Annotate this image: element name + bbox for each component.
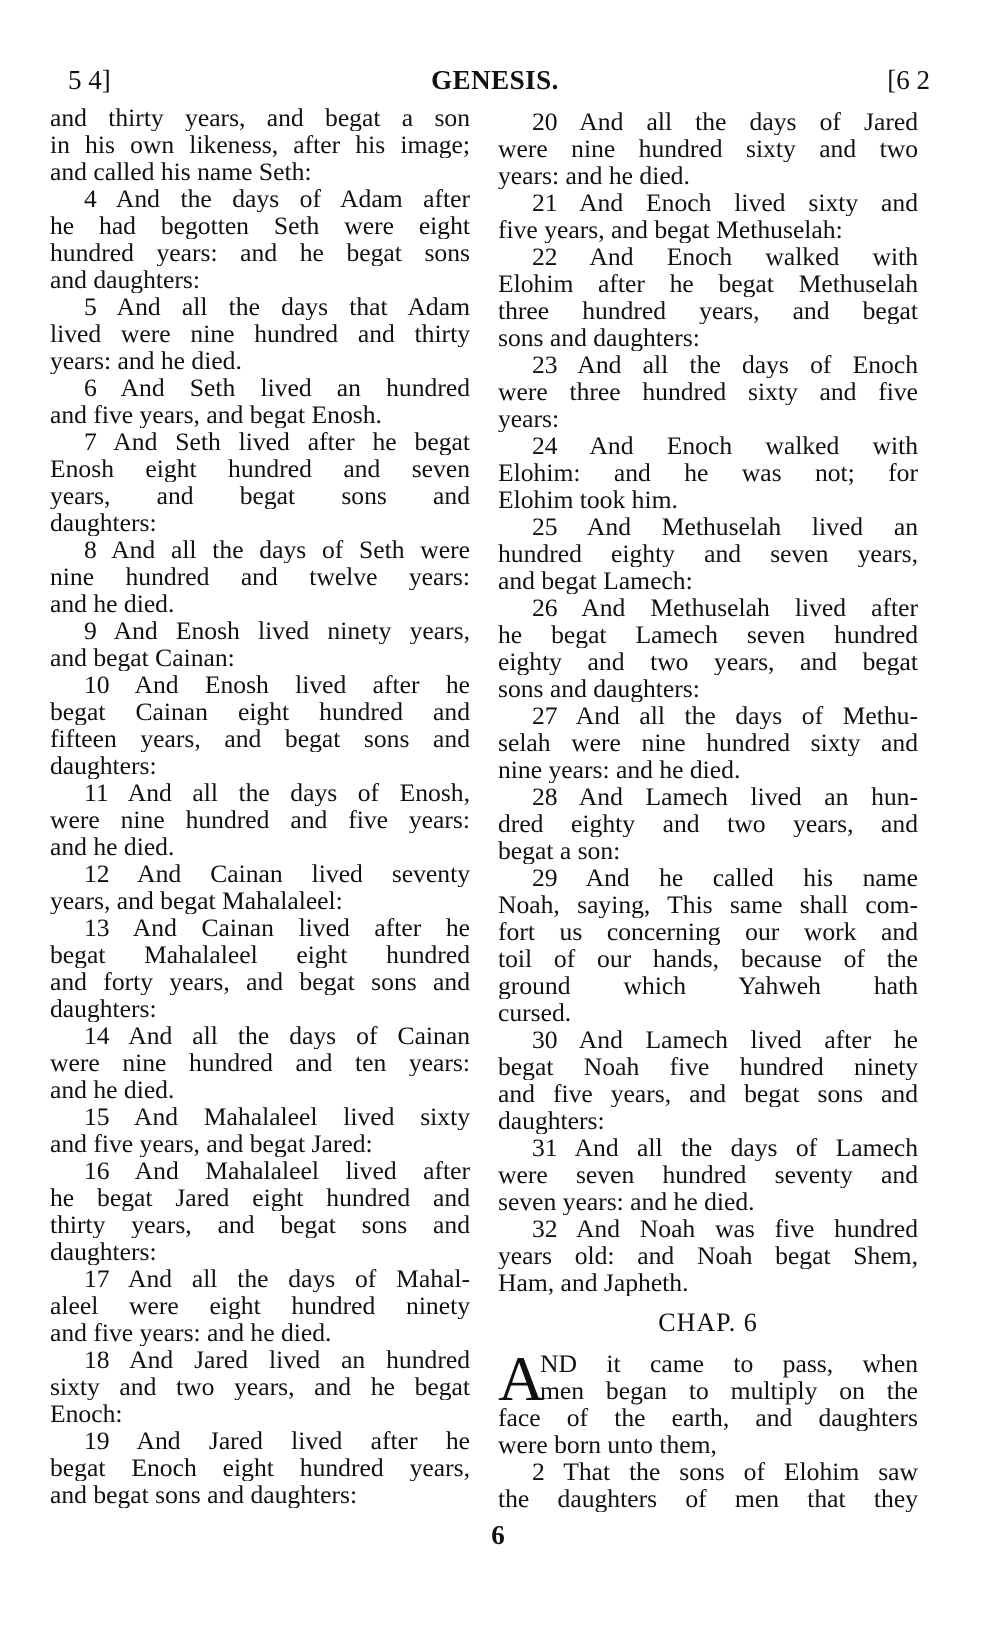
- text-line: 31 And all the days of Lamech: [532, 1134, 918, 1161]
- text-line: the daughters of men that they: [498, 1485, 918, 1512]
- page-number: 6: [491, 1520, 505, 1550]
- text-line: 12 And Cainan lived seventy: [84, 860, 470, 887]
- text-line: lived were nine hundred and thirty: [50, 320, 470, 347]
- text-line: Enosh eight hundred and seven: [50, 455, 470, 482]
- text-line: and called his name Seth:: [50, 158, 312, 185]
- text-line: fifteen years, and begat sons and: [50, 725, 470, 752]
- text-line: 24 And Enoch walked with: [532, 432, 918, 459]
- text-line: hundred years: and he begat sons: [50, 239, 470, 266]
- text-line: years: and he died.: [498, 162, 690, 189]
- text-line: men began to multiply on the: [540, 1376, 918, 1405]
- text-line: years, and begat Mahalaleel:: [50, 887, 343, 914]
- text-line: 4 And the days of Adam after: [84, 185, 470, 212]
- text-line: toil of our hands, because of the: [498, 945, 918, 972]
- text-line: 25 And Methuselah lived an: [532, 513, 918, 540]
- text-line: and daughters:: [50, 266, 200, 293]
- text-line: 27 And all the days of Methu-: [532, 702, 918, 729]
- text-line: Elohim after he begat Methuselah: [498, 270, 918, 297]
- text-line: 18 And Jared lived an hundred: [84, 1346, 470, 1373]
- text-line: 30 And Lamech lived after he: [532, 1026, 918, 1053]
- text-line: and he died.: [50, 833, 175, 860]
- text-line: eighty and two years, and begat: [498, 648, 918, 675]
- text-line: daughters:: [50, 1238, 157, 1265]
- text-line: and thirty years, and begat a son: [50, 104, 470, 131]
- text-line: years, and begat sons and: [50, 482, 470, 509]
- text-line: 23 And all the days of Enoch: [532, 351, 918, 378]
- text-line: and five years, and begat Jared:: [50, 1130, 373, 1157]
- text-line: he had begotten Seth were eight: [50, 212, 470, 239]
- drop-cap-letter: A: [498, 1343, 545, 1414]
- text-line: 28 And Lamech lived an hun-: [532, 783, 918, 810]
- text-line: sons and daughters:: [498, 675, 700, 702]
- text-line: 9 And Enosh lived ninety years,: [84, 617, 470, 644]
- text-line: and he died.: [50, 590, 175, 617]
- text-line: daughters:: [50, 995, 157, 1022]
- text-line: 20 And all the days of Jared: [532, 108, 918, 135]
- text-line: Enoch:: [50, 1400, 123, 1427]
- text-line: begat Enoch eight hundred years,: [50, 1454, 470, 1481]
- text-line: he begat Lamech seven hundred: [498, 621, 918, 648]
- text-line: and begat Lamech:: [498, 567, 693, 594]
- text-line: and five years: and he died.: [50, 1319, 332, 1346]
- text-line: nine hundred and twelve years:: [50, 563, 470, 590]
- chapter-heading: CHAP. 6: [658, 1308, 758, 1337]
- text-line: 6 And Seth lived an hundred: [84, 374, 470, 401]
- text-line: 26 And Methuselah lived after: [532, 594, 918, 621]
- text-line: aleel were eight hundred ninety: [50, 1292, 470, 1319]
- text-line: begat Noah five hundred ninety: [498, 1053, 918, 1080]
- text-line: were nine hundred and five years:: [50, 806, 470, 833]
- text-line: were nine hundred sixty and two: [498, 135, 918, 162]
- text-line: 14 And all the days of Cainan: [84, 1022, 470, 1049]
- text-line: begat Mahalaleel eight hundred: [50, 941, 470, 968]
- text-line: in his own likeness, after his image;: [50, 131, 470, 158]
- running-header: [60, 60, 930, 100]
- text-line: daughters:: [50, 752, 157, 779]
- text-line: and five years, and begat Enosh.: [50, 401, 382, 428]
- text-line: 10 And Enosh lived after he: [84, 671, 470, 698]
- text-line: years: and he died.: [50, 347, 242, 374]
- text-line: years:: [498, 405, 560, 432]
- text-line: daughters:: [50, 509, 157, 536]
- header-verse-range-left: 5 4]: [68, 65, 111, 95]
- text-line: begat a son:: [498, 837, 621, 864]
- header-book-title: GENESIS.: [431, 65, 559, 95]
- text-line: ND it came to pass, when: [540, 1349, 918, 1378]
- text-line: 21 And Enoch lived sixty and: [532, 189, 918, 216]
- text-line: three hundred years, and begat: [498, 297, 918, 324]
- text-line: 7 And Seth lived after he begat: [84, 428, 470, 455]
- text-line: Noah, saying, This same shall com-: [498, 891, 918, 918]
- text-line: five years, and begat Methuselah:: [498, 216, 843, 243]
- header-verse-range-right: [6 2: [887, 65, 930, 95]
- text-line: 8 And all the days of Seth were: [84, 536, 470, 563]
- text-line: sixty and two years, and he begat: [50, 1373, 470, 1400]
- text-line: years old: and Noah begat Shem,: [498, 1242, 918, 1269]
- text-line: 22 And Enoch walked with: [532, 243, 918, 270]
- text-line: and begat sons and daughters:: [50, 1481, 358, 1508]
- chapter-opening: [498, 1343, 918, 1414]
- text-line: were born unto them,: [498, 1431, 717, 1458]
- text-line: hundred eighty and seven years,: [498, 540, 918, 567]
- text-line: fort us concerning our work and: [498, 918, 918, 945]
- text-line: and forty years, and begat sons and: [50, 968, 470, 995]
- text-line: dred eighty and two years, and: [498, 810, 918, 837]
- text-line: 17 And all the days of Mahal-: [84, 1265, 470, 1292]
- text-line: nine years: and he died.: [498, 756, 741, 783]
- text-line: face of the earth, and daughters: [498, 1404, 918, 1431]
- text-line: 15 And Mahalaleel lived sixty: [84, 1103, 470, 1130]
- text-line: daughters:: [498, 1107, 605, 1134]
- text-line: 29 And he called his name: [532, 864, 918, 891]
- text-line: Elohim: and he was not; for: [498, 459, 918, 486]
- text-line: ground which Yahweh hath: [498, 972, 918, 999]
- text-line: selah were nine hundred sixty and: [498, 729, 918, 756]
- text-line: were three hundred sixty and five: [498, 378, 918, 405]
- right-text-column: [498, 108, 918, 1512]
- text-line: were nine hundred and ten years:: [50, 1049, 470, 1076]
- text-line: Elohim took him.: [498, 486, 678, 513]
- text-line: and he died.: [50, 1076, 175, 1103]
- text-line: cursed.: [498, 999, 572, 1026]
- text-line: 11 And all the days of Enosh,: [84, 779, 470, 806]
- text-line: 19 And Jared lived after he: [84, 1427, 470, 1454]
- text-line: seven years: and he died.: [498, 1188, 755, 1215]
- text-line: 2 That the sons of Elohim saw: [532, 1458, 918, 1485]
- text-line: thirty years, and begat sons and: [50, 1211, 470, 1238]
- text-line: sons and daughters:: [498, 324, 700, 351]
- text-line: were seven hundred seventy and: [498, 1161, 918, 1188]
- left-text-column: [50, 104, 470, 1508]
- text-line: 16 And Mahalaleel lived after: [84, 1157, 470, 1184]
- text-line: and five years, and begat sons and: [498, 1080, 918, 1107]
- text-line: 32 And Noah was five hundred: [532, 1215, 918, 1242]
- text-line: begat Cainan eight hundred and: [50, 698, 470, 725]
- text-line: 13 And Cainan lived after he: [84, 914, 470, 941]
- text-line: and begat Cainan:: [50, 644, 235, 671]
- text-line: 5 And all the days that Adam: [84, 293, 470, 320]
- text-line: Ham, and Japheth.: [498, 1269, 689, 1296]
- text-line: he begat Jared eight hundred and: [50, 1184, 470, 1211]
